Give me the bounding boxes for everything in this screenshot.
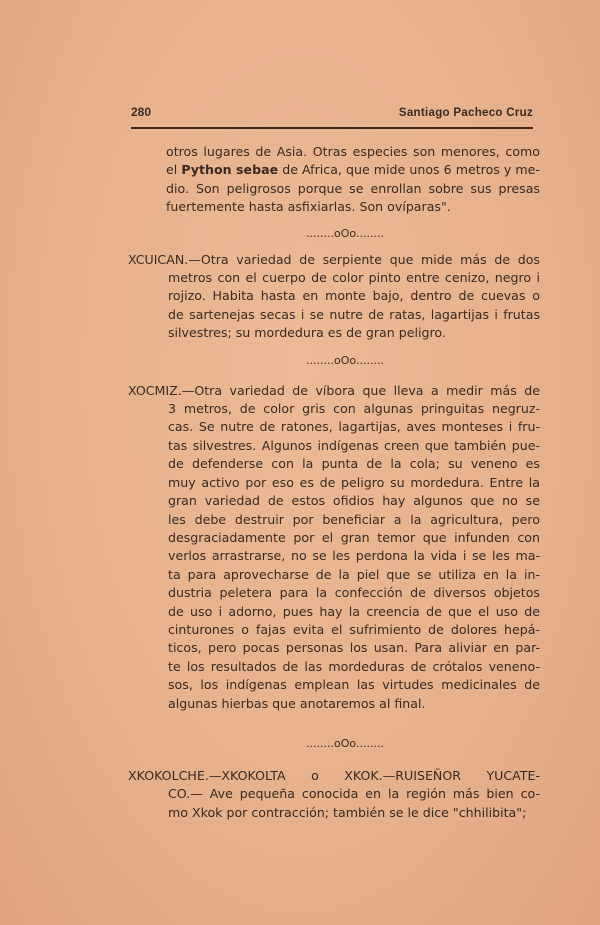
section-separator: ........oOo........ (306, 736, 384, 750)
section-separator: ........oOo........ (306, 226, 384, 240)
text-line: 3 metros, de color gris con algunas pringuitas negruz- (168, 401, 540, 417)
text-line: sos, los indígenas emplean las virtudes medicinales de (168, 677, 540, 693)
page-number: 280 (131, 105, 152, 119)
section-separator: ........oOo........ (306, 353, 384, 367)
text-line: XKOKOLCHE.—XKOKOLTA o XKOK.—RUISEÑOR YUCATE- (128, 767, 540, 783)
entry-xocmiz (128, 382, 540, 713)
text-line: desgraciadamente por el gran temor que infunden con (168, 529, 540, 545)
text-line: otros lugares de Asia. Otras especies son menores, como (166, 144, 540, 159)
continuation-paragraph (128, 143, 540, 217)
page-header (131, 105, 533, 125)
text-line: ta para aprovecharse de la piel que se utiliza en la in- (168, 566, 540, 582)
text-line: verlos arrastrarse, no se les perdona la vida i se les ma- (168, 548, 540, 564)
text-line: les debe destruir por beneficiar a la agricultura, pero (168, 511, 540, 527)
text-line: tas silvestres. Algunos indígenas creen que también pue- (168, 437, 540, 453)
text-line: algunas hierbas que anotaremos al final. (168, 695, 426, 711)
text-span: de Africa, que mide unos 6 metros y me- (278, 162, 540, 178)
entry-xkokolche (128, 767, 540, 822)
text-line: te los resultados de las mordeduras de crótalos veneno- (168, 658, 540, 674)
species-name-bold: Python sebae (181, 162, 279, 178)
text-line: de uso i adorno, pues hay la creencia de que el uso de (168, 603, 540, 619)
text-line: metros con el cuerpo de color pinto entre cenizo, negro i (168, 270, 540, 286)
running-head-author: Santiago Pacheco Cruz (398, 107, 533, 119)
text-span: el (166, 162, 182, 178)
text-line: XOCMIZ.—Otra variedad de víbora que lleva a medir más de (128, 382, 540, 398)
text-line: CO.— Ave pequeña conocida en la región más bien co- (168, 786, 540, 802)
text-line (166, 161, 540, 179)
text-line: ticos, pero pocas personas los usan. Para aliviar en par- (168, 640, 540, 656)
text-line: muy activo por eso es de peligro su mordedura. Entre la (168, 474, 540, 490)
text-line: cas. Se nutre de ratones, lagartijas, aves monteses i fru- (168, 419, 540, 435)
header-rule (131, 127, 533, 129)
text-line: dustria peletera para la confección de diversos objetos (168, 585, 540, 601)
text-line: rojizo. Habita hasta en monte bajo, dentro de cuevas o (168, 288, 540, 304)
text-line: cinturones o fajas evita el sufrimiento de dolores hepá- (168, 621, 540, 637)
page-body (128, 143, 540, 822)
text-line: dio. Son peligrosos porque se enrollan sobre sus presas (166, 180, 540, 196)
text-line: gran variedad de estos ofidios hay algunos que no se (168, 493, 540, 509)
text-line: fuertemente hasta asfixiarlas. Son ovíparas". (166, 199, 451, 215)
text-line: XCUICAN.—Otra variedad de serpiente que mide más de dos (128, 251, 540, 267)
text-line: mo Xkok por contracción; también se le dice "chhilibita"; (168, 804, 527, 820)
entry-xcuican (128, 251, 540, 343)
text-line: silvestres; su mordedura es de gran peligro. (168, 325, 446, 341)
text-line: de sartenejas secas i se nutre de ratas, lagartijas i frutas (168, 306, 540, 322)
text-line: de defenderse con la punta de la cola; su veneno es (168, 456, 540, 472)
